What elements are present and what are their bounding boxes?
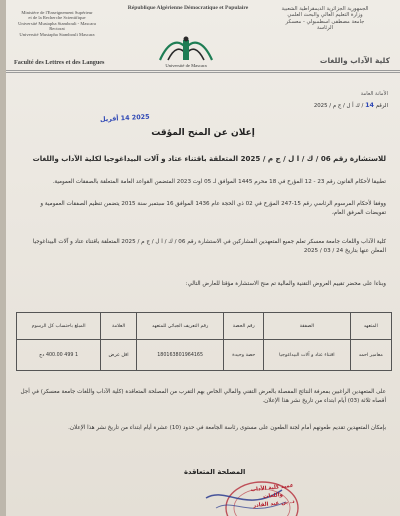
logo-caption: Université de Mascara <box>165 63 207 68</box>
contract-cell: اقتناء عتاد و آلات البيداغوجيا <box>264 340 350 371</box>
reference-prefix: الرقم <box>375 103 388 109</box>
header-fr-line: et de la Recherche Scientifique <box>28 15 86 21</box>
tax-id-cell: 180163801964165 <box>136 340 223 371</box>
table-row <box>17 340 392 371</box>
stamp-line: د. بن عبد القادر <box>252 498 296 510</box>
amount-cell: 1 499 400.00 دج <box>17 340 101 371</box>
header-ar-line: الجمهورية الجزائرية الديمقراطية الشعبية <box>281 6 369 12</box>
header-divider <box>6 70 400 71</box>
stamp-line: واللغات <box>262 491 284 501</box>
header-ar-line: جامعة مصطفى اسطمبولي - معسكر <box>285 18 365 25</box>
reference-number <box>314 101 388 109</box>
header-french-center <box>124 5 252 12</box>
award-table <box>16 312 392 371</box>
paragraph-results-notice: على المتعهدين الراغبين بمعرفة النتائج المفصلة بالعرض التقني والمالي الخاص بهم التقرب من المصلحة المتعاقدة (كلية الآداب واللغات جامعة معسكر) في أجل أقصاه ثلاثة (03) أيام ابتداء من تاريخ نشر هذا الإعلان. <box>20 389 386 405</box>
document-title: إعلان عن المنح المؤقت <box>151 128 255 138</box>
header-fr-line: Université Mustapha Stambouli - Mascara <box>18 20 96 26</box>
table-header-row <box>17 313 392 340</box>
reference-handwritten-number: 14 <box>365 101 374 109</box>
date-stamp: 2025 14 أفريل <box>99 112 150 124</box>
table-header-cell: المتعهد <box>350 313 392 340</box>
table-header-cell: رقم الحصة <box>224 313 264 340</box>
score-cell: اقل عرض <box>101 340 137 371</box>
header-fr-line: Université Mustapha Stambouli Mascara <box>19 31 95 37</box>
paragraph-announcement: كلية الآداب واللغات جامعة معسكر تعلم جميع المتعهدين المشاركين في الاستشارة رقم 06 / ك / ا ل / ج م / 2025 المتعلقة باقتناء عتاد و آلات البيداغوجيا المعلن عنها بتاريخ 24 / 03 / 2025 <box>32 239 386 255</box>
header-divider <box>6 72 400 73</box>
table-header-cell: الصفقة <box>264 313 350 340</box>
paragraph-appeal-notice: بإمكان المتعهدين تقديم طعونهم أمام لجنة الطعون على مستوى رئاسة الجامعة في حدود (10) عشرة أيام ابتداء من تاريخ نشر هذا الإعلان. <box>68 425 386 431</box>
header-fr-line: Ministère de l'Enseignement Supérieur <box>21 10 93 15</box>
bidder-name-cell: معامير احمد <box>350 340 392 371</box>
document-page <box>6 0 400 516</box>
header-french-left <box>12 10 102 37</box>
secretariat-label: الأمانة العامة <box>360 91 388 97</box>
table-header-cell: العلامة <box>101 313 137 340</box>
faculty-name-ar: كلية الآداب واللغات <box>319 56 390 65</box>
header-fr-line: Rectorat <box>49 26 65 32</box>
university-logo-icon <box>154 34 218 66</box>
faculty-name-fr: Faculté des Lettres et des Langues <box>14 59 105 66</box>
paragraph-law-reference: تطبيقا لأحكام القانون رقم 23 - 12 المؤرخ في 18 محرم 1445 الموافق لـ 05 اوت 2023 المتضمن القواعد العامة المتعلقة بالصفقات العمومية. <box>52 179 386 185</box>
paragraph-decree-reference: ووفقا لأحكام المرسوم الرئاسي رقم 15-247 المؤرخ في 02 ذي الحجة عام 1436 الموافق 16 سبتمبر سنة 2015 يتضمن تنظيم الصفقات العمومية و تفويضات المرفق العام، <box>40 201 386 217</box>
lot-number-cell: حصة وحيدة <box>224 340 264 371</box>
contracting-service-label: المصلحة المتعاقدة <box>184 468 246 476</box>
paragraph-award-intro: وبناءا على محضر تقييم العروض التقنية والمالية تم منح الاستشارة مؤقتا للعارض التالي: <box>185 281 386 287</box>
header-arabic <box>260 6 390 31</box>
table-header-cell: رقم التعريف الجبائي للمتعهد <box>136 313 223 340</box>
stamp-line: عميد كلية الآداب <box>250 482 294 494</box>
table-header-cell: المبلغ باحتساب كل الرسوم <box>17 313 101 340</box>
header-ar-line: الرئاسة <box>316 24 334 31</box>
reference-suffix: / ك أ ل / ج م / 2025 <box>313 103 364 109</box>
header-ar-line: وزارة التعليم العالي والبحث العلمي <box>287 12 363 19</box>
header-fr-center-line: République Algérienne Démocratique et Populaire <box>127 5 249 11</box>
document-subject: للاستشارة رقم 06 / ك / ا ل / ج م / 2025 المتعلقة باقتناء عتاد و آلات البيداغوجيا لكلية الآداب واللغات <box>32 154 386 163</box>
